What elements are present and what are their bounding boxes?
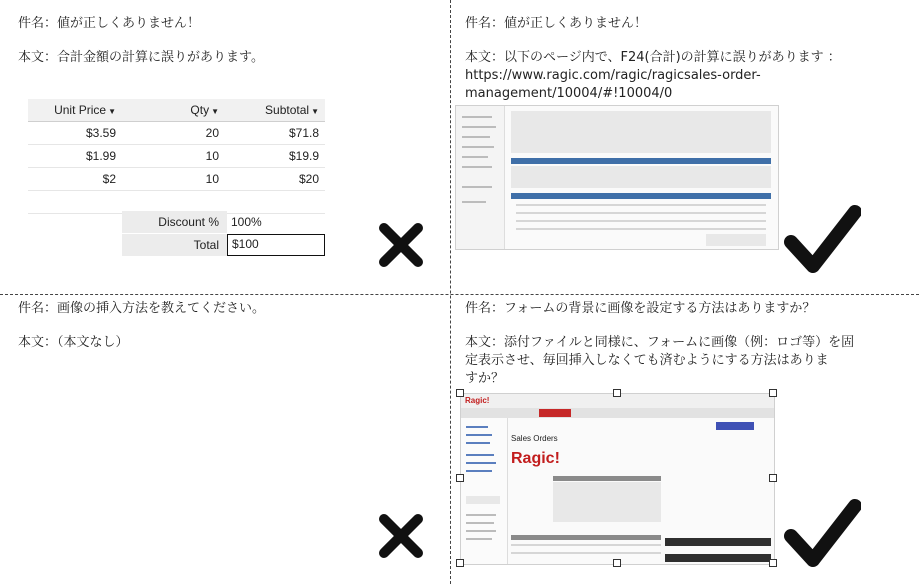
total-value: $100 — [227, 234, 325, 256]
q3-body: 本文：（本文なし） — [18, 335, 129, 350]
header-qty[interactable] — [120, 103, 225, 117]
cell-qty: 20 — [205, 126, 219, 140]
ragic-small-logo: Ragic! — [465, 396, 490, 405]
sales-orders-title: Sales Orders — [511, 434, 558, 443]
resize-handle[interactable] — [456, 474, 464, 482]
resize-handle[interactable] — [769, 559, 777, 567]
ragic-form-screenshot[interactable] — [460, 393, 775, 565]
discount-label: Discount % — [122, 211, 227, 233]
header-subtotal[interactable] — [225, 103, 325, 117]
discount-value: 100% — [231, 215, 262, 229]
table-row — [28, 145, 325, 168]
header-unit-price[interactable] — [28, 103, 120, 117]
q4-subject: 件名：フォームの背景に画像を設定する方法はありますか？ — [465, 301, 816, 316]
cell-unit-price: $2 — [102, 172, 116, 186]
discount-row — [122, 211, 325, 233]
price-table — [28, 99, 325, 214]
vertical-divider — [450, 0, 451, 584]
cell-subtotal: $20 — [298, 172, 319, 186]
header-label: Unit Price — [54, 103, 107, 117]
header-label: Subtotal — [265, 103, 310, 117]
sort-caret-icon: ▼ — [211, 107, 219, 116]
cross-mark-icon — [378, 222, 424, 268]
header-label: Qty — [190, 103, 210, 117]
cross-mark-icon — [378, 513, 424, 559]
screenshot-sidebar — [461, 418, 508, 564]
q4-body-line3: すか？ — [465, 371, 505, 386]
cell-subtotal: $19.9 — [288, 149, 319, 163]
q2-subject: 件名：値が正しくありません！ — [465, 16, 648, 31]
check-mark-icon — [783, 200, 861, 280]
cell-unit-price: $1.99 — [85, 149, 116, 163]
q3-subject: 件名：画像の挿入方法を教えてください。 — [18, 301, 266, 316]
sales-order-screenshot — [455, 105, 779, 250]
table-header-row — [28, 99, 325, 122]
total-row — [122, 234, 325, 256]
q4-body-line2: 定表示させ、毎回挿入しなくても済むようにする方法はありま — [465, 353, 829, 368]
q1-body: 本文：合計金額の計算に誤りがあります。 — [18, 50, 264, 65]
q1-subject: 件名：値が正しくありません！ — [18, 16, 201, 31]
resize-handle[interactable] — [769, 474, 777, 482]
cell-subtotal: $71.8 — [288, 126, 319, 140]
q2-body-line1: 本文：以下のページ内で、F24(合計)の計算に誤りがあります ： — [465, 50, 841, 65]
cell-qty: 10 — [205, 149, 219, 163]
check-mark-icon — [783, 494, 861, 574]
resize-handle[interactable] — [613, 559, 621, 567]
cell-unit-price: $3.59 — [85, 126, 116, 140]
table-row — [28, 122, 325, 145]
resize-handle[interactable] — [769, 389, 777, 397]
sort-caret-icon: ▼ — [311, 107, 319, 116]
q2-body-line2: https://www.ragic.com/ragic/ragicsales-order- — [465, 68, 761, 83]
resize-handle[interactable] — [456, 389, 464, 397]
horizontal-divider — [0, 294, 919, 295]
cell-qty: 10 — [205, 172, 219, 186]
resize-handle[interactable] — [613, 389, 621, 397]
q2-body-line3: management/10004/#!10004/0 — [465, 86, 673, 101]
resize-handle[interactable] — [456, 559, 464, 567]
table-row — [28, 168, 325, 191]
q4-body-line1: 本文：添付ファイルと同様に、フォームに画像（例：ロゴ等）を固 — [465, 335, 855, 350]
total-label: Total — [122, 234, 227, 256]
ragic-logo: Ragic! — [511, 450, 560, 467]
sort-caret-icon: ▼ — [108, 107, 116, 116]
